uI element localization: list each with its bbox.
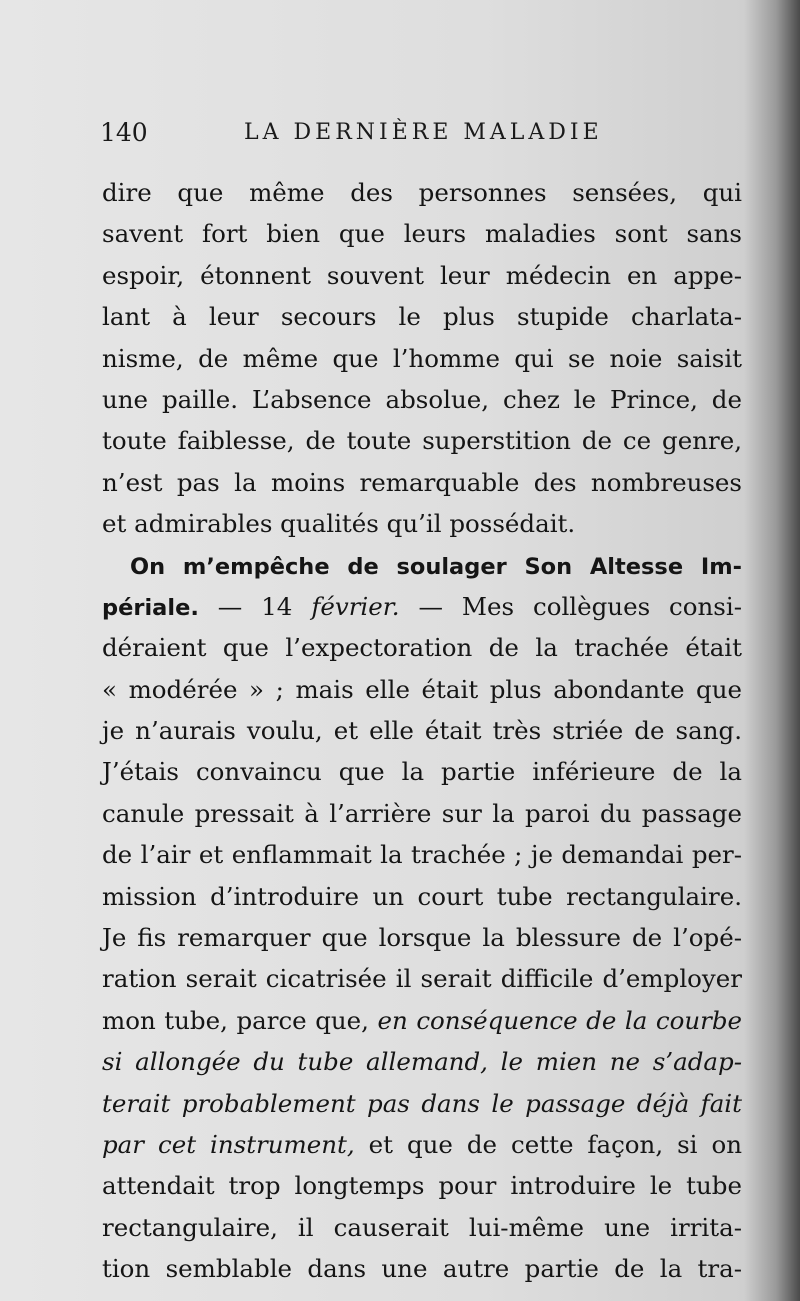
text-line: savent fort bien que leurs maladies sont sans [102,219,742,249]
text-line: une paille. L’absence absolue, chez le Prince, de [102,384,742,414]
text-line: périale. — 14 février. — Mes collègues consi- [102,591,742,621]
text-line: attendait trop longtemps pour introduire le tube [102,1171,742,1201]
italic-passage: par cet instrument, [102,1129,355,1159]
section-heading-end: périale. [102,594,199,621]
italic-passage: en conséquence de la courbe [377,1005,742,1035]
text-line: lant à leur secours le plus stupide charlata- [102,302,742,332]
page-number: 140 [100,118,148,147]
running-title: LA DERNIÈRE MALADIE [244,120,603,145]
text-line: tion semblable dans une autre partie de la tra- [102,1254,742,1284]
body-text [102,172,742,1290]
date-italic: février. [311,591,400,621]
text-line: ration serait cicatrisée il serait difficile d’employer [102,964,742,994]
text-line: « modérée » ; mais elle était plus abondante que [102,674,742,704]
page-header [100,118,740,154]
italic-passage: si allongée du tube allemand, le mien ne s’adap- [102,1047,742,1077]
text-line: de l’air et enflammait la trachée ; je demandai per- [102,840,742,870]
text-line: mon tube, parce que, en conséquence de la courbe [102,1005,742,1035]
text-line: n’est pas la moins remarquable des nombreuses [102,467,742,497]
text-line: rectangulaire, il causerait lui-même une irrita- [102,1212,742,1242]
text-line: espoir, étonnent souvent leur médecin en appe- [102,260,742,290]
text-line: toute faiblesse, de toute superstition de ce genre, [102,426,742,456]
text-line: J’étais convaincu que la partie inférieure de la [102,757,742,787]
section-heading: On m’empêche de soulager Son Altesse Im- [130,553,742,580]
text-line: et admirables qualités qu’il possédait. [102,509,576,539]
text-line: nisme, de même que l’homme qui se noie saisit [102,343,742,373]
text-line: je n’aurais voulu, et elle était très striée de sang. [102,716,742,746]
text-line: mission d’introduire un court tube rectangulaire. [102,881,742,911]
text-line: canule pressait à l’arrière sur la paroi du passage [102,798,742,828]
text-line: Je fis remarquer que lorsque la blessure de l’opé- [102,923,742,953]
section-heading-line [102,545,742,586]
text-line [102,1083,742,1124]
text-line [102,1041,742,1082]
text-line: dire que même des personnes sensées, qui [102,178,742,207]
text-line: déraient que l’expectoration de la trachée était [102,633,742,663]
italic-passage: terait probablement pas dans le passage déjà fait [102,1088,742,1118]
text-line: par cet instrument, et que de cette façon, si on [102,1129,742,1159]
